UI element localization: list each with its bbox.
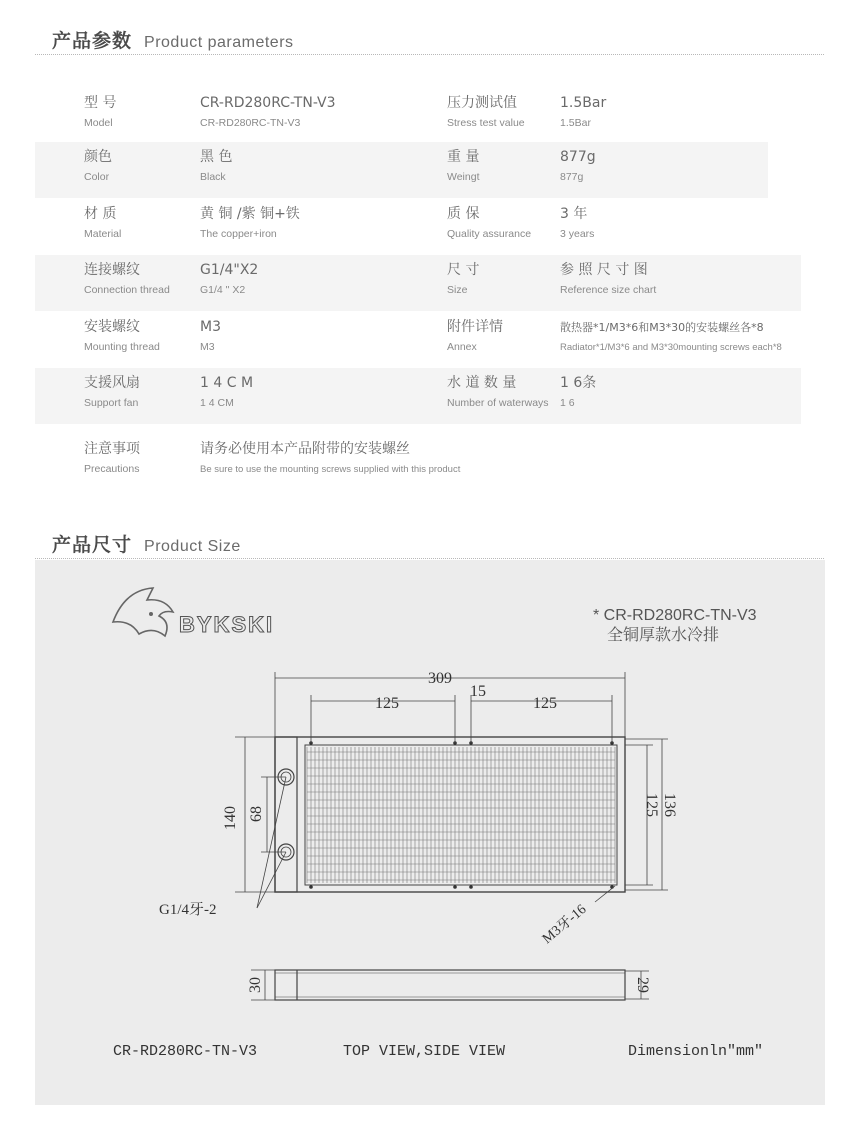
dim-136: 136 — [661, 793, 678, 817]
param-value-right: 1.5Bar 1.5Bar — [560, 95, 607, 129]
size-section-title — [52, 530, 241, 560]
param-label-right: 质 保 Quality assurance — [447, 206, 532, 240]
param-value-right: 877g 877g — [560, 149, 596, 183]
dim-140: 140 — [222, 806, 239, 830]
param-value: CR-RD280RC-TN-V3 CR-RD280RC-TN-V3 — [200, 95, 336, 129]
param-label-right: 重 量 Weingt — [447, 149, 480, 183]
thread-label: M3牙-16 — [539, 902, 590, 948]
params-section-title — [52, 26, 294, 56]
param-value: 黄 铜 /紫 铜+铁 The copper+iron — [200, 206, 300, 240]
dim-15: 15 — [470, 683, 486, 700]
dim-30: 30 — [247, 977, 264, 993]
size-divider — [35, 558, 824, 559]
dimension-labels — [159, 670, 678, 993]
size-drawing-panel — [35, 560, 825, 1105]
param-label: 支援风扇 Support fan — [84, 375, 140, 409]
param-value: 1 4 C M 1 4 CM — [200, 375, 254, 409]
precautions-value: 请务必使用本产品附带的安装螺丝 Be sure to use the mounting screws supplied with this product — [200, 441, 461, 475]
param-row — [35, 88, 768, 144]
radiator-top-view — [275, 737, 625, 892]
params-divider — [35, 54, 824, 55]
size-title-en: Product Size — [144, 538, 241, 555]
params-title-en: Product parameters — [144, 34, 294, 51]
dim-68: 68 — [248, 806, 265, 822]
param-label: 颜色 Color — [84, 149, 112, 183]
param-value-right: 3 年 3 years — [560, 206, 595, 240]
param-value-right: 1 6条 1 6 — [560, 375, 597, 409]
param-row — [35, 199, 801, 255]
param-label-right: 尺 寸 Size — [447, 262, 480, 296]
param-value: 黑 色 Black — [200, 149, 233, 183]
dim-125-right: 125 — [533, 695, 557, 712]
param-row — [35, 312, 801, 368]
logo-text: BYKSKI — [179, 612, 275, 637]
param-row — [35, 368, 801, 424]
dim-125-inner: 125 — [643, 793, 660, 817]
param-value: G1/4"X2 G1/4 " X2 — [200, 262, 259, 296]
caption-unit: Dimensionln"mm" — [628, 1043, 764, 1060]
caption-model: CR-RD280RC-TN-V3 — [113, 1043, 258, 1060]
model-note: * CR-RD280RC-TN-V3 全铜厚款水冷排 — [593, 607, 757, 644]
param-label-right: 附件详情 Annex — [447, 319, 503, 353]
param-label: 型 号 Model — [84, 95, 117, 129]
param-label: 连接螺纹 Connection thread — [84, 262, 170, 296]
port-label: G1/4牙-2 — [159, 902, 217, 918]
radiator-side-view — [251, 970, 649, 1000]
dim-125-left: 125 — [375, 695, 399, 712]
param-label-right: 水 道 数 量 Number of waterways — [447, 375, 549, 409]
param-label: 安装螺纹 Mounting thread — [84, 319, 160, 353]
param-label: 材 质 Material — [84, 206, 122, 240]
bykski-logo — [113, 588, 274, 637]
param-value-right: 散热器*1/M3*6和M3*30的安装螺丝各*8 Radiator*1/M3*6 and M3*30mounting screws each*8 — [560, 321, 782, 353]
param-row — [35, 255, 801, 311]
precautions-label: 注意事项 Precautions — [84, 441, 140, 475]
dim-309: 309 — [428, 670, 452, 687]
params-title-zh: 产品参数 — [52, 30, 133, 52]
param-value-right: 参 照 尺 寸 图 Reference size chart — [560, 262, 657, 296]
param-row — [35, 142, 768, 198]
param-value: M3 M3 — [200, 319, 221, 353]
size-title-zh: 产品尺寸 — [52, 534, 133, 556]
param-label-right: 压力测试值 Stress test value — [447, 95, 525, 129]
caption-views: TOP VIEW,SIDE VIEW — [343, 1043, 506, 1060]
dim-29: 29 — [634, 977, 651, 993]
